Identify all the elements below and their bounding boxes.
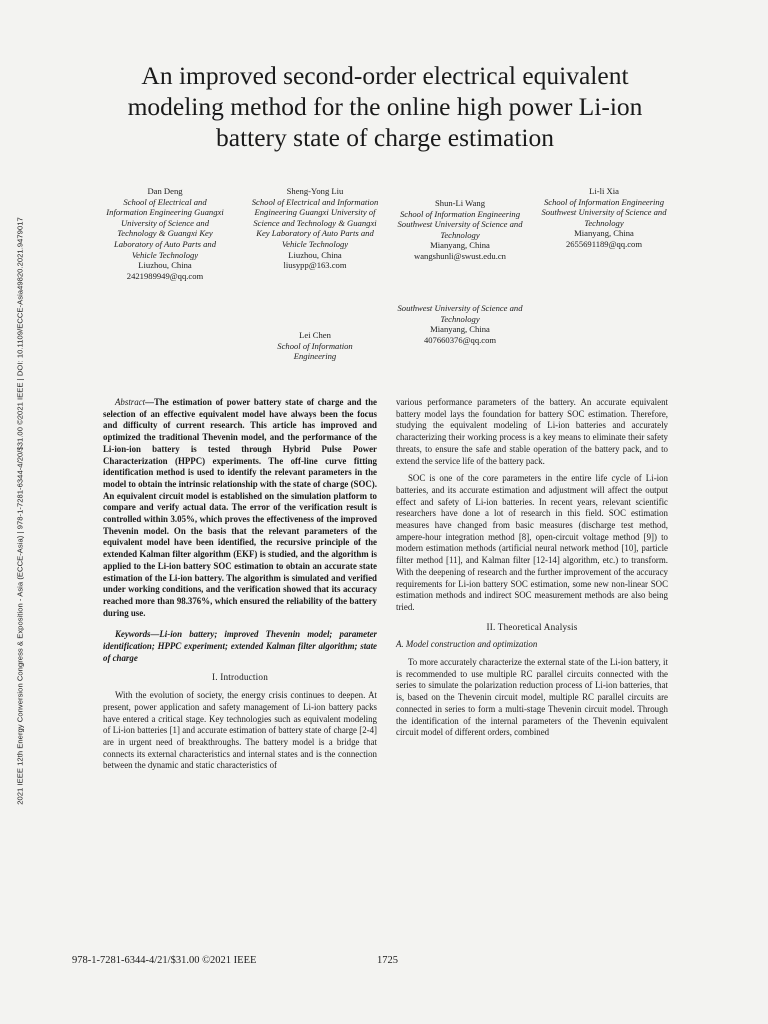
section-heading: II. Theoretical Analysis xyxy=(486,621,578,632)
author-block xyxy=(250,186,380,271)
author-block xyxy=(396,198,524,262)
author-place: Liuzhou, China xyxy=(138,260,192,271)
paper-title: An improved second-order electrical equivalent modeling method for the online high power Li-ion battery state of charge estimation xyxy=(127,61,643,152)
subsection-heading: A. Model construction and optimization xyxy=(396,639,538,650)
page-number: 1725 xyxy=(377,955,398,966)
author-place: Liuzhou, China xyxy=(288,249,342,260)
author-name: Li-li Xia xyxy=(589,186,619,196)
left-column xyxy=(103,397,377,778)
abstract xyxy=(103,397,377,619)
author-affiliation: School of Information Engineering Southwest University of Science and Technology xyxy=(541,196,667,228)
author-place: Mianyang, China xyxy=(430,240,490,251)
author-affiliation: School of Electrical and Information Engineering Guangxi University of Science and Technology & Guangxi Key Laboratory of Auto Parts and Vehicle Technology xyxy=(106,196,224,260)
author-block xyxy=(396,303,524,345)
author-affiliation: School of Information Engineering xyxy=(277,340,353,362)
author-affiliation: School of Electrical and Information Engineering Guangxi University of Science and Technology & Guangxi Key Laboratory of Auto Parts and Vehicle Technology xyxy=(251,196,379,249)
author-block xyxy=(260,330,370,362)
paragraph: SOC is one of the core parameters in the entire life cycle of Li-ion batteries, and its accurate estimation and adjustment will affect the output effect and safety of Li-ion batteries. In recent years, relevant scientific researchers have done a lot of research in this field. SOC estimation measures have changed from basic measures (discharge test method, ampere-hour integration method [8], open-circuit voltage method [9]) to modern estimation methods (artificial neural network method [10], particle filter method [11], and Kalman filter [12-14] algorithm, etc.) to transform. With the deepening of research and the further improvement of the accuracy requirements for Li-ion battery SOC estimation, some new non-linear SOC estimation methods and indirect SOC measurement methods are also being tried. xyxy=(396,473,668,612)
doi-side-strip xyxy=(13,150,27,872)
author-affiliation: School of Information Engineering Southwest University of Science and Technology xyxy=(397,208,523,240)
author-block xyxy=(538,186,670,250)
author-email: wangshunli@swust.edu.cn xyxy=(414,250,506,261)
keywords-label: Keywords xyxy=(115,629,151,640)
author-name: Sheng-Yong Liu xyxy=(286,186,344,196)
author-email: 2655691189@qq.com xyxy=(565,238,643,249)
author-place: Mianyang, China xyxy=(430,324,490,335)
footer-isbn: 978-1-7281-6344-4/21/$31.00 ©2021 IEEE xyxy=(72,955,257,966)
author-name: Shun-Li Wang xyxy=(435,198,485,208)
author-affiliation: Southwest University of Science and Technology xyxy=(397,303,523,324)
abstract-label: Abstract xyxy=(115,397,146,407)
right-column xyxy=(396,397,668,745)
paragraph: various performance parameters of the battery. An accurate equivalent battery model lays the foundation for battery SOC estimation. Therefore, studying the equivalent modeling of Li-ion batteries and accurately characterizing their working process is a key means to eliminate their safety threats, to ensure the safe and stable operation of the battery pack, and to extend the service life of the battery pack. xyxy=(396,397,668,466)
paragraph: To more accurately characterize the external state of the Li-ion battery, it is recommended to use multiple RC parallel circuits connected with the series to simulate the polarization reduction process of Li-ion batteries, that is, based on the Thevenin circuit model, multiple RC parallel circuits are connected in series to form a multi-stage Thevenin circuit model. Through the identification of the internal parameters of the Thevenin equivalent circuit model of different orders, combined xyxy=(396,657,668,738)
section-heading: I. Introduction xyxy=(211,672,269,683)
author-email: liusypp@163.com xyxy=(283,260,347,271)
author-email: 2421989949@qq.com xyxy=(126,270,204,281)
author-block xyxy=(105,186,225,281)
abstract-text: —The estimation of power battery state of charge and the selection of an effective equivalent model have always been the focus and difficulty of current research. This article has improved and optimized the traditional Thevenin model, and the performance of the Li-ion-ion battery is tested through Hybrid Pulse Power Characterization (HPPC) experiments. The off-line curve fitting identification method is used to identify the relevant parameters in the model to obtain the intrinsic relationship with the state of charge (SOC). An equivalent circuit model is established on the simulation platform to compare and verify actual data. The error of the verification result is controlled within 3.05%, which proves the effectiveness of the improved Thevenin model. On the basis that the relevant parameters of the equivalent model have been identified, the recursive principle of the extended Kalman filter algorithm (EKF) is studied, and the algorithm is applied to the Li-ion battery SOC estimation to obtain an accurate state estimation of the Li-ion battery. The algorithm is simulated and verified under working conditions, and the verification showed that its accuracy reached more than 98.376%, which ensured the reliability of the battery during use. xyxy=(103,397,377,618)
author-place: Mianyang, China xyxy=(574,228,634,239)
author-email: 407660376@qq.com xyxy=(423,334,497,345)
author-name: Lei Chen xyxy=(299,330,331,340)
paragraph: With the evolution of society, the energy crisis continues to deepen. At present, power application and safety management of Li-ion battery packs have entered a critical stage. Key technologies such as equivalent modeling of Li-ion batteries [1] and accurate estimation of battery state of charge [2-4] are in urgent need of breakthroughs. The battery model is a bridge that connects its external characteristics and internal states and is the connection between the dynamic and static characteristics of xyxy=(103,690,377,771)
doi-text: 2021 IEEE 12th Energy Conversion Congress & Exposition - Asia (ECCE-Asia) | 978-1-7281-6344-4/20/$31.00 ©2021 IEEE | DOI: 10.1109/ECCE-Asia49820.2021.9479017 xyxy=(15,217,25,805)
keywords xyxy=(103,629,377,664)
keywords-text: —Li-ion battery; improved Thevenin model; parameter identification; HPPC experiment; extended Kalman filter algorithm; state of charge xyxy=(103,629,377,663)
author-name: Dan Deng xyxy=(147,186,183,196)
